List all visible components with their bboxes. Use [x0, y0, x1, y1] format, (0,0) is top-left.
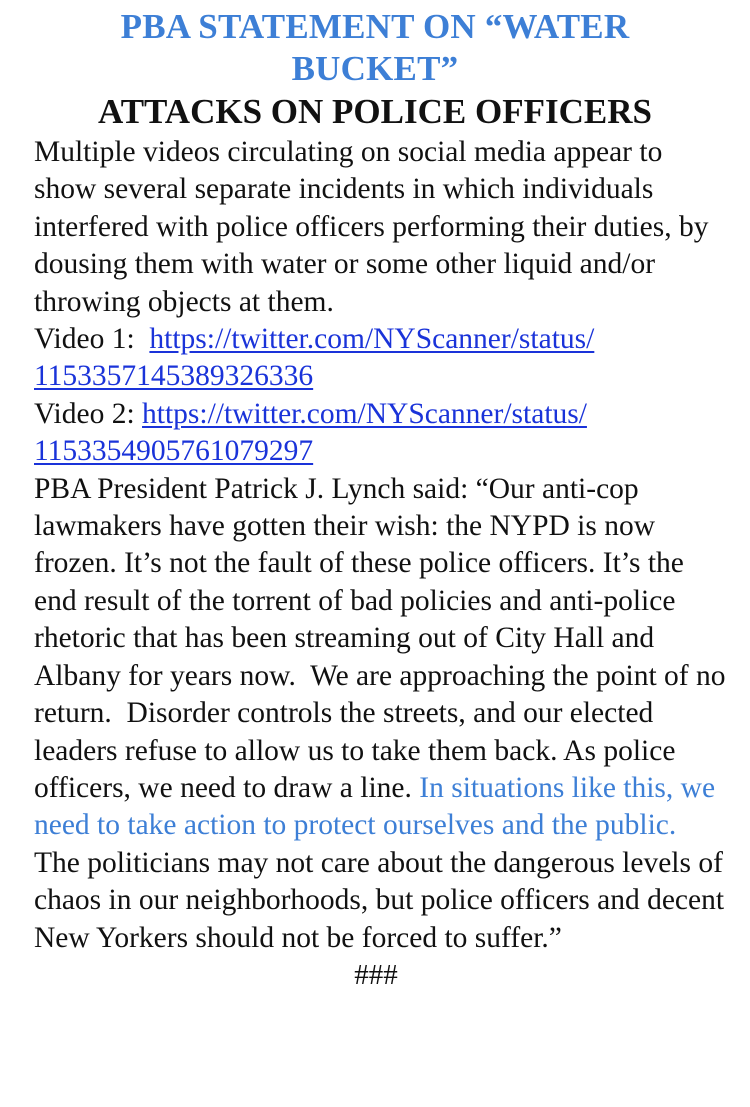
quote-paragraph: [34, 471, 726, 957]
quote-text-before: PBA President Patrick J. Lynch said: “Our anti-cop lawmakers have gotten their wish: the NYPD is now frozen. It’s not the fault of these police officers. It’s the end result of the torrent of bad policies and anti-police rhetoric that has been streaming out of City Hall and Albany for years now. We are approaching the point of no return. Disorder controls the streets, and our elected leaders refuse to allow us to take them back. As police officers, we need to draw a line.: [34, 472, 726, 804]
statement-subtitle: ATTACKS ON POLICE OFFICERS: [98, 92, 652, 131]
intro-paragraph: Multiple videos circulating on social media appear to show several separate incidents in which individuals interfered with police officers performing their duties, by dousing them with water or some other liquid and/or throwing objects at them.: [34, 136, 709, 318]
video-1-url-part2: 1153357145389326336: [34, 360, 314, 393]
video-1-url-part1: https://twitter.com/NYScanner/status/: [149, 323, 595, 356]
statement-title: [24, 6, 726, 90]
video-2-url-part1: https://twitter.com/NYScanner/status/: [142, 397, 587, 430]
video-1-line: [34, 321, 726, 396]
quote-highlight: In situations like this, we need to take action to protect ourselves and the public.: [34, 771, 716, 842]
video-1-label: Video 1:: [34, 323, 150, 356]
video-2-line: [34, 396, 726, 471]
quote-text-after: The politicians may not care about the dangerous levels of chaos in our neighborhoods, but police officers and decent New Yorkers should not be forced to suffer.”: [34, 846, 725, 954]
end-mark: ###: [354, 958, 398, 991]
title-line-1: PBA STATEMENT ON “WATER: [120, 7, 630, 46]
video-2-url-part2: 1153354905761079297: [34, 435, 314, 468]
video-2-label: Video 2:: [34, 397, 143, 430]
title-line-2: BUCKET”: [291, 49, 459, 88]
statement-body: [34, 134, 726, 957]
